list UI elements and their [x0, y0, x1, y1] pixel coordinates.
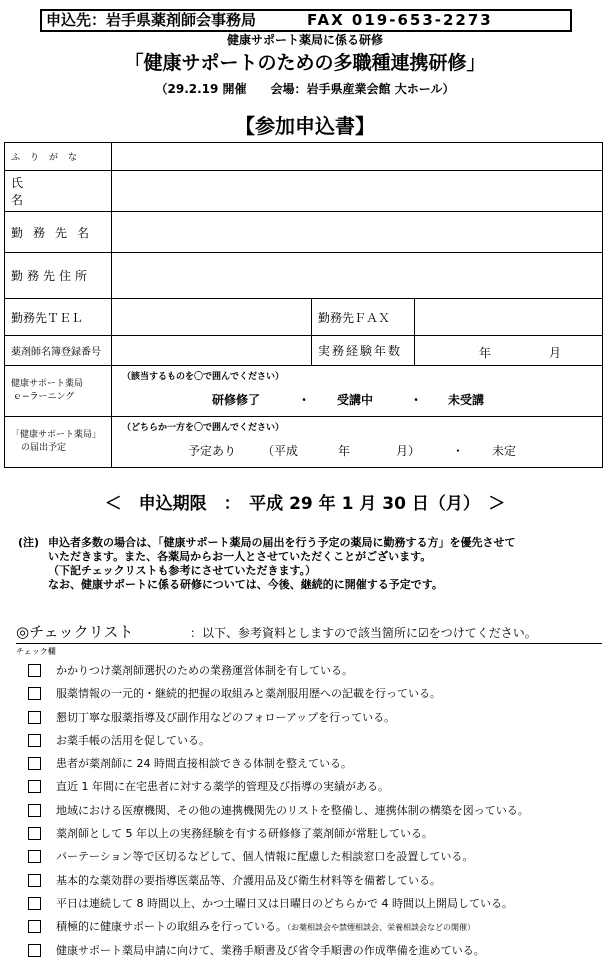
checkbox[interactable]	[28, 664, 41, 677]
checklist-item	[28, 730, 603, 753]
elearning-label: 健康サポート薬局 ｅ−ラーニング	[5, 366, 112, 417]
option-not-attended[interactable]: 未受講	[448, 393, 485, 407]
training-title: 「健康サポートのための多職種連携研修」	[124, 52, 486, 74]
address-label: 勤務先住所	[5, 253, 112, 299]
heisei-label: （平成	[262, 444, 299, 458]
separator-dot: ・	[452, 444, 465, 458]
elearning-instruction: （該当するものを〇で囲んでください）	[122, 372, 285, 382]
workplace-label: 勤務先名	[5, 212, 112, 253]
fax-field[interactable]	[415, 299, 603, 336]
checkbox[interactable]	[28, 711, 41, 724]
checklist-item	[28, 683, 603, 706]
checklist-item-text: お薬手帳の活用を促している。	[56, 733, 210, 747]
checklist-item	[28, 707, 603, 730]
fax-label: 勤務先ＦＡＸ	[312, 299, 415, 336]
checkbox[interactable]	[28, 920, 41, 933]
month-unit: 月）	[396, 444, 421, 458]
month-unit: 月	[549, 346, 562, 360]
option-completed[interactable]: 研修修了	[212, 393, 261, 407]
checklist-header	[16, 621, 602, 644]
notice-line: なお、健康サポートに係る研修については、今後、継続的に開催する予定です。	[48, 578, 443, 591]
checklist-item-text: 直近 1 年間に在宅患者に対する薬学的管理及び指導の実績がある。	[56, 780, 389, 794]
checklist-item	[28, 870, 603, 893]
notice-block	[18, 536, 598, 592]
experience-field[interactable]	[415, 336, 603, 366]
training-subtitle: 健康サポート薬局に係る研修	[226, 33, 383, 47]
experience-label: 実務経験年数	[312, 336, 415, 366]
checkbox[interactable]	[28, 897, 41, 910]
separator-dot: ・	[298, 393, 311, 407]
checklist-item-note: （お薬相談会や禁煙相談会、栄養相談会などの開催）	[287, 923, 475, 933]
elearning-field[interactable]	[112, 366, 603, 417]
notice-line: 申込者多数の場合は、「健康サポート薬局の届出を行う予定の薬局に勤務する方」を優先させて	[48, 536, 516, 549]
tel-field[interactable]	[112, 299, 312, 336]
checklist-item-text: 積極的に健康サポートの取組みを行っている。	[56, 920, 287, 934]
checklist-item-text: 地域における医療機関、その他の連携機関先のリストを整備し、連携体制の構築を図っている。	[56, 803, 529, 817]
checklist-item	[28, 800, 603, 823]
registration-number-label: 薬剤師名簿登録番号	[5, 336, 112, 366]
checkbox[interactable]	[28, 687, 41, 700]
furigana-label: ふりがな	[5, 143, 112, 171]
checklist-item-text: 基本的な薬効群の要指導医薬品等、介護用品及び衛生材料等を備蓄している。	[56, 873, 441, 887]
year-unit: 年	[479, 346, 492, 360]
checklist-item-text: 健康サポート薬局申請に向けて、業務手順書及び省令手順書の作成準備を進めている。	[56, 943, 485, 957]
checklist-item-text: 平日は連続して 8 時間以上、かつ土曜日又は日曜日のどちらかで 4 時間以上開局している。	[56, 896, 513, 910]
year-unit: 年	[338, 444, 351, 458]
option-undecided[interactable]: 未定	[492, 444, 517, 458]
checklist-item	[28, 823, 603, 846]
checklist-item	[28, 893, 603, 916]
checklist-item-text: かかりつけ薬剤師選択のための業務運営体制を有している。	[56, 664, 353, 677]
checklist-item	[28, 940, 603, 963]
checklist-item-text: 患者が薬剤師に 24 時間直接相談できる体制を整えている。	[56, 757, 352, 771]
checklist-item-text: 懇切丁寧な服薬指導及び副作用などのフォローアップを行っている。	[56, 710, 396, 724]
checklist-description: ：以下、参考資料としますので該当箇所に☑をつけてください。	[190, 626, 537, 640]
notification-instruction: （どちらか一方を〇で囲んでください）	[122, 423, 285, 433]
notice-mark: (注)	[18, 536, 40, 549]
checkbox[interactable]	[28, 780, 41, 793]
checklist-title: ◎チェックリスト	[16, 623, 134, 641]
checklist-item	[28, 660, 603, 683]
checklist-item	[28, 776, 603, 799]
checklist-item	[28, 846, 603, 869]
checklist-item-text: 服薬情報の一元的・継続的把握の取組みと薬剤服用歴への記載を行っている。	[56, 687, 441, 701]
name-field[interactable]	[112, 171, 603, 212]
option-attending[interactable]: 受講中	[337, 393, 374, 407]
checkbox[interactable]	[28, 850, 41, 863]
checkbox[interactable]	[28, 827, 41, 840]
notification-label: 「健康サポート薬局」 の届出予定	[5, 417, 112, 468]
submission-header	[40, 9, 572, 32]
registration-number-field[interactable]	[112, 336, 312, 366]
event-date-venue: （29.2.19 開催 会場：岩手県産業会館 大ホール）	[155, 82, 455, 96]
checklist-items	[28, 660, 603, 963]
checkbox[interactable]	[28, 874, 41, 887]
separator-dot: ・	[410, 393, 423, 407]
submission-destination: 申込先：岩手県薬剤師会事務局	[46, 11, 257, 29]
checklist-item-text: パーテーション等で区切るなどして、個人情報に配慮した相談窓口を設置している。	[56, 850, 474, 864]
workplace-field[interactable]	[112, 212, 603, 253]
checkbox[interactable]	[28, 804, 41, 817]
notification-field[interactable]	[112, 417, 603, 468]
checklist-item	[28, 916, 603, 939]
address-field[interactable]	[112, 253, 603, 299]
notice-line: （下記チェックリストも参考にさせていただきます。）	[48, 564, 317, 577]
checklist-item-text: 薬剤師として 5 年以上の実務経験を有する研修修了薬剤師が常駐している。	[56, 827, 433, 841]
application-form	[4, 142, 603, 468]
checkbox[interactable]	[28, 944, 41, 957]
furigana-field[interactable]	[112, 143, 603, 171]
name-label: 氏名	[5, 171, 112, 212]
application-deadline: ＜ 申込期限 ： 平成 29 年 1 月 30 日（月） ＞	[104, 494, 506, 514]
option-planned[interactable]: 予定あり	[188, 444, 237, 458]
checkbox[interactable]	[28, 734, 41, 747]
form-title: 【参加申込書】	[235, 114, 375, 138]
notice-line: いただきます。また、各薬局からお一人とさせていただくことがございます。	[48, 550, 432, 563]
fax-number: FAX 019-653-2273	[307, 11, 493, 29]
tel-label: 勤務先ＴＥＬ	[5, 299, 112, 336]
checkbox[interactable]	[28, 757, 41, 770]
checklist-item	[28, 753, 603, 776]
check-column-label: チェック欄	[16, 647, 56, 656]
